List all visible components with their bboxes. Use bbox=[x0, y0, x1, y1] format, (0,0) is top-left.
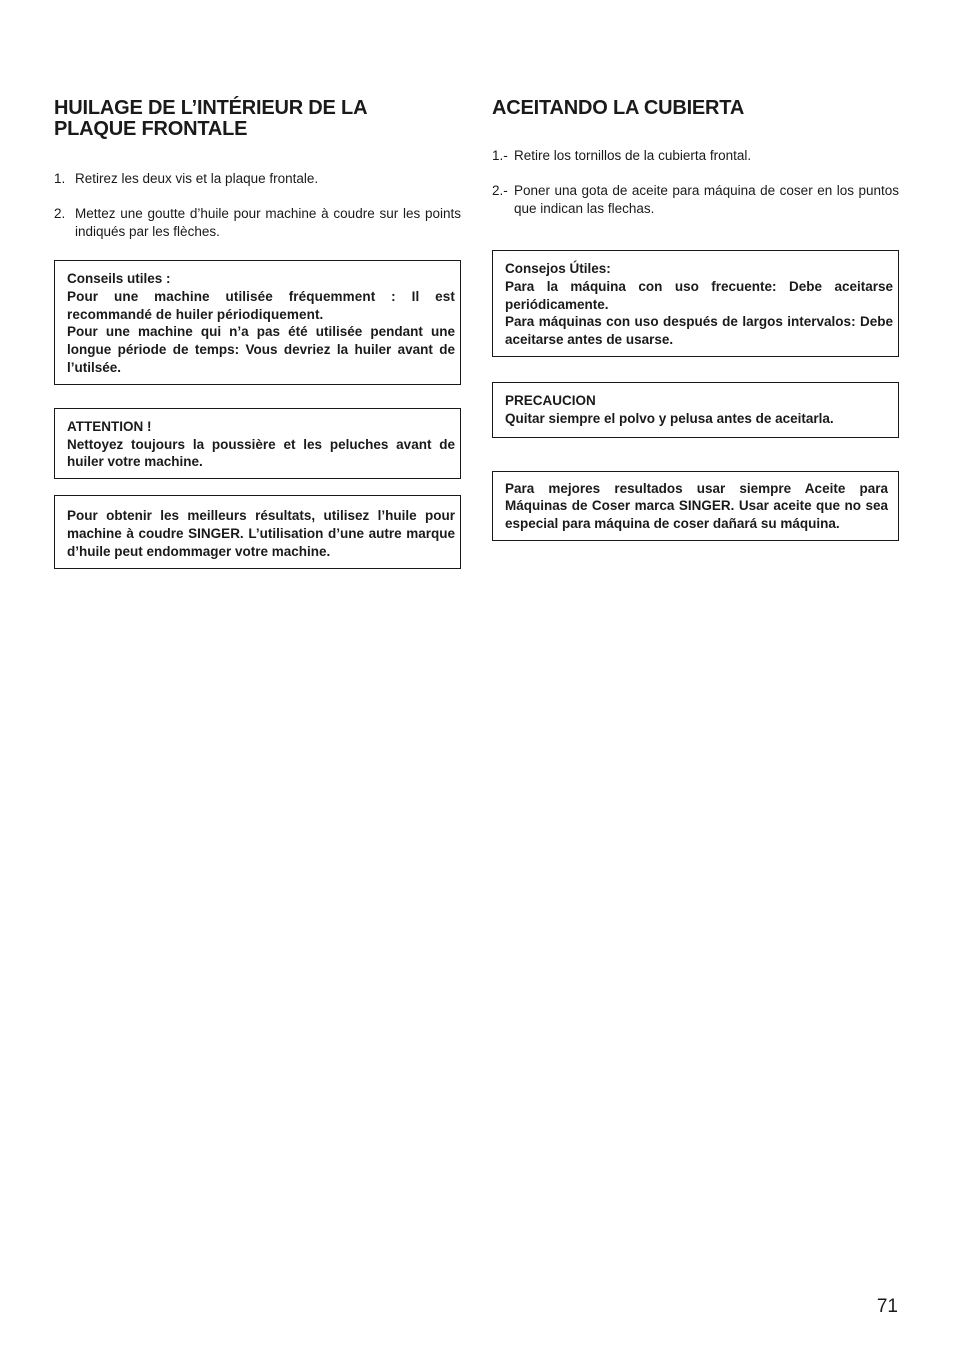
attention-text: Quitar siempre el polvo y pelusa antes de aceitarla. bbox=[505, 410, 834, 426]
oil-recommendation-text: Pour obtenir les meilleurs résultats, utilisez l’huile pour machine à coudre SINGER. L’utilisation d’une autre marque d’huile peut endommager votre machine. bbox=[67, 508, 455, 559]
tips-long-interval: Para máquinas con uso después de largos intervalos: Debe aceitarse antes de usarse. bbox=[505, 314, 893, 348]
tips-long-interval: Pour une machine qui n’a pas été utilisée pendant une longue période de temps: Vous devriez la huiler avant de l’utilsée. bbox=[67, 324, 455, 375]
french-steps-list bbox=[54, 170, 461, 241]
spanish-column bbox=[492, 98, 899, 541]
step-text: Mettez une goutte d’huile pour machine à coudre sur les points indiqués par les flèches. bbox=[75, 206, 461, 239]
list-item bbox=[492, 182, 899, 218]
list-item bbox=[54, 170, 461, 188]
french-oil-box bbox=[54, 495, 461, 568]
attention-heading: PRECAUCION bbox=[505, 392, 596, 408]
page-number: 71 bbox=[876, 1296, 898, 1317]
step-number: 1. bbox=[54, 171, 66, 186]
step-text: Retire los tornillos de la cubierta frontal. bbox=[514, 148, 752, 163]
oil-recommendation-text: Para mejores resultados usar siempre Aceite para Máquinas de Coser marca SINGER. Usar aceite que no sea especial para máquina de coser dañará su máquina. bbox=[505, 480, 888, 532]
spanish-steps-list bbox=[492, 147, 899, 218]
spanish-oil-box bbox=[492, 471, 899, 541]
step-text: Poner una gota de aceite para máquina de coser en los puntos que indican las flechas. bbox=[514, 183, 899, 216]
attention-text: Nettoyez toujours la poussière et les peluches avant de huiler votre machine. bbox=[67, 436, 455, 470]
list-item bbox=[54, 205, 461, 241]
list-item bbox=[492, 147, 899, 165]
step-number: 1.- bbox=[492, 148, 508, 163]
step-number: 2.- bbox=[492, 183, 508, 198]
spanish-attention-box bbox=[492, 382, 899, 438]
french-attention-box bbox=[54, 408, 461, 479]
french-column bbox=[54, 98, 461, 569]
tips-frequent-use: Pour une machine utilisée fréquemment : Il est recommandé de huiler périodiquement. bbox=[67, 288, 455, 322]
tips-heading: Consejos Útiles: bbox=[505, 261, 611, 276]
tips-frequent-use: Para la máquina con uso frecuente: Debe aceitarse periódicamente. bbox=[505, 278, 893, 312]
tips-heading: Conseils utiles : bbox=[67, 271, 171, 286]
attention-heading: ATTENTION ! bbox=[67, 418, 152, 434]
french-tips-box bbox=[54, 260, 461, 385]
step-text: Retirez les deux vis et la plaque frontale. bbox=[75, 171, 319, 186]
french-section-title: HUILAGE DE L’INTÉRIEUR DE LA PLAQUE FRONTALE bbox=[54, 97, 367, 140]
spanish-section-title: ACEITANDO LA CUBIERTA bbox=[492, 97, 745, 119]
spanish-tips-box bbox=[492, 250, 899, 357]
step-number: 2. bbox=[54, 206, 66, 221]
